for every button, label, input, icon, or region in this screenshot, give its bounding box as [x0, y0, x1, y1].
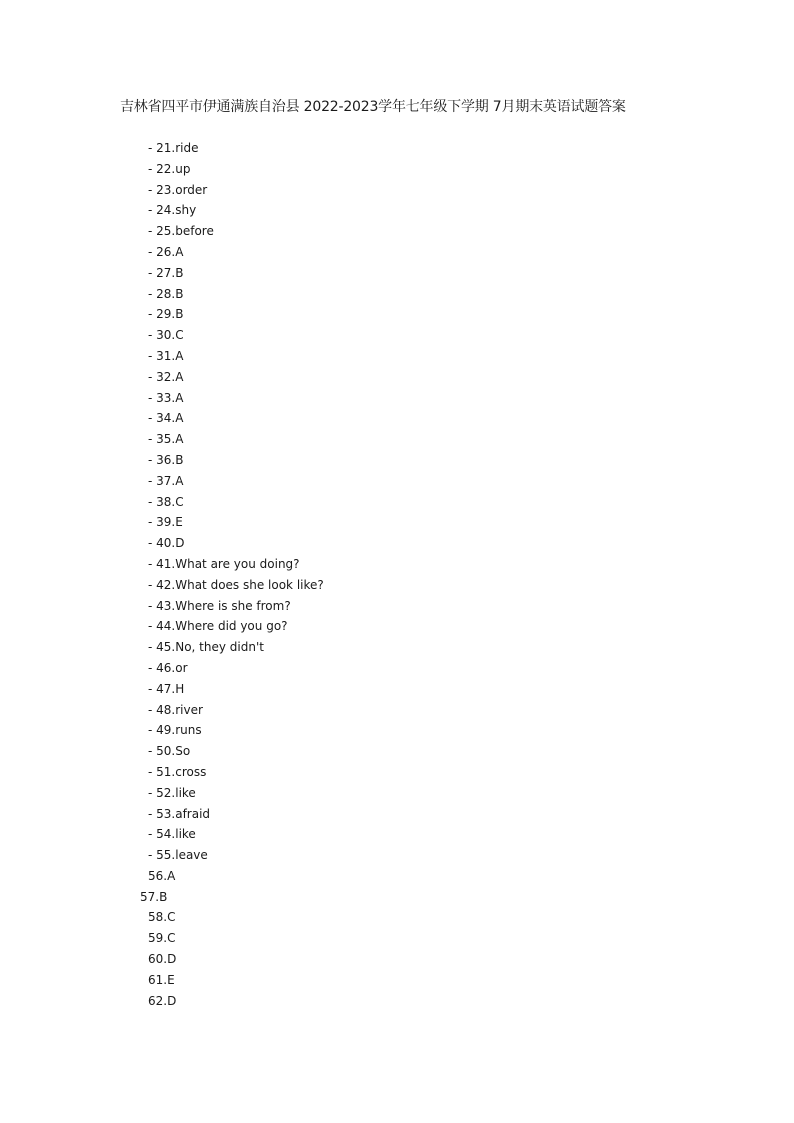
answer-text: - 25.before	[148, 224, 214, 239]
answer-text: 60.D	[148, 952, 177, 967]
answer-text: - 24.shy	[148, 203, 197, 218]
answer-text: - 45.No, they didn't	[148, 640, 264, 655]
page-title: 吉林省四平市伊通满族自治县 2022-2023学年七年级下学期 7月期末英语试题答案	[120, 99, 626, 115]
answer-text: - 27.B	[148, 265, 184, 280]
answer-text: - 31.A	[148, 348, 184, 363]
answer-text: - 55.leave	[148, 848, 208, 863]
answer-text: - 28.B	[148, 286, 184, 301]
answer-text: 62.D	[148, 993, 177, 1008]
answer-text: - 54.like	[148, 827, 196, 842]
answer-text: - 39.E	[148, 515, 183, 530]
answer-text: - 22.up	[148, 161, 191, 176]
answer-text: - 36.B	[148, 452, 184, 467]
answer-text: - 23.order	[148, 182, 208, 197]
answer-text: - 26.A	[148, 244, 184, 259]
answer-text: - 35.A	[148, 432, 184, 447]
answer-text: - 52.like	[148, 785, 196, 800]
answer-text: - 46.or	[148, 660, 188, 675]
answer-text: - 37.A	[148, 473, 184, 488]
answer-text: - 34.A	[148, 411, 184, 426]
answer-text: - 47.H	[148, 681, 185, 696]
answer-text: - 33.A	[148, 390, 184, 405]
answer-text: 57.B	[140, 889, 168, 904]
answer-text: - 53.afraid	[148, 806, 211, 821]
answer-text: - 43.Where is she from?	[148, 598, 291, 613]
answer-text: - 32.A	[148, 369, 184, 384]
answer-text: 58.C	[148, 910, 176, 925]
answer-text: - 41.What are you doing?	[148, 556, 300, 571]
answer-text: - 50.So	[148, 744, 191, 759]
answer-text: - 51.cross	[148, 764, 207, 779]
answer-text: - 40.D	[148, 536, 185, 551]
answer-text: - 44.Where did you go?	[148, 619, 288, 634]
answer-text: - 21.ride	[148, 141, 199, 155]
answer-text: - 30.C	[148, 328, 184, 343]
answer-text: - 42.What does she look like?	[148, 577, 324, 592]
answer-text: 59.C	[148, 931, 176, 946]
answer-text: - 49.runs	[148, 723, 202, 738]
answer-text: 61.E	[148, 972, 175, 987]
answer-text: 56.A	[148, 868, 176, 883]
answer-text: - 29.B	[148, 307, 184, 322]
answer-text: - 38.C	[148, 494, 184, 509]
answer-text: - 48.river	[148, 702, 203, 717]
